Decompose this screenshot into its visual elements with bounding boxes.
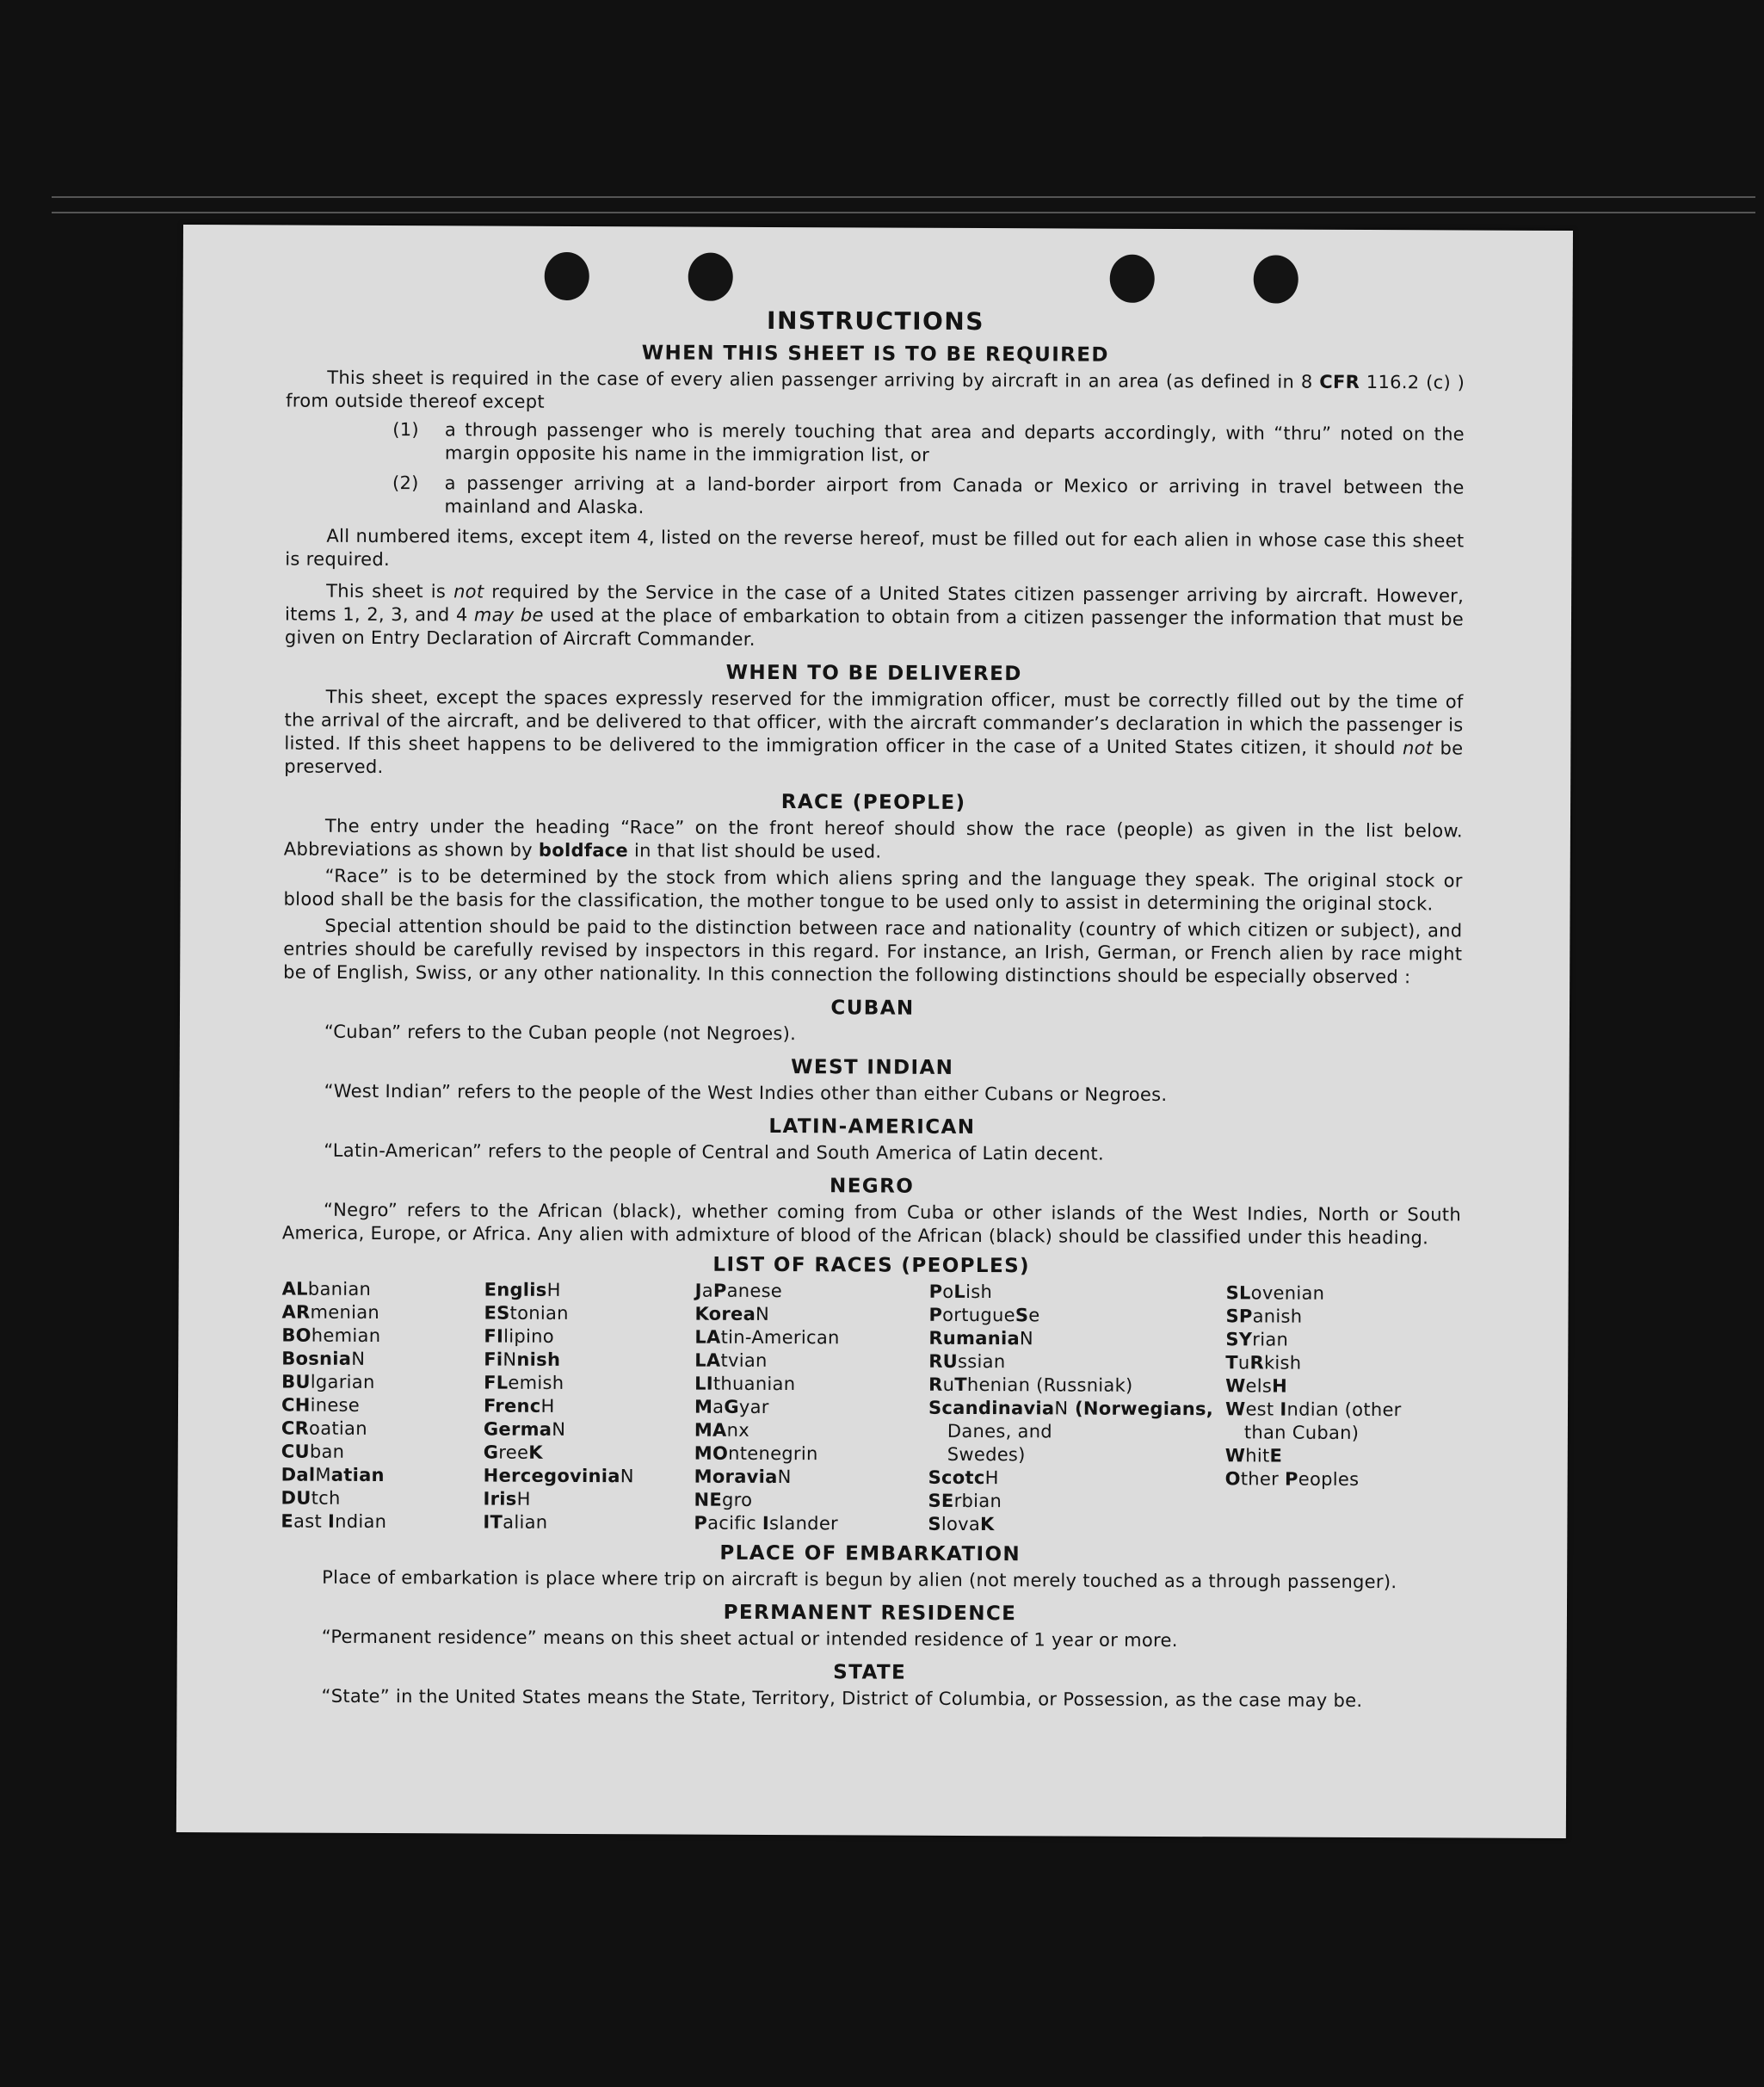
exception-item-1 (286, 418, 1465, 470)
races-list (281, 1278, 1460, 1539)
paragraph-cuban: “Cuban” refers to the Cuban people (not Negroes). (324, 1021, 797, 1045)
race-entry: LAtin-American (694, 1326, 840, 1349)
race-entry: ALbanian (281, 1278, 372, 1300)
paragraph-required-intro: This sheet is required in the case of every alien passenger arriving by aircraft in an area (as defined in 8 CFR 116.2 (c) ) from outside thereof except (286, 367, 1465, 412)
race-entry: MoraviaN (694, 1466, 792, 1488)
race-entry: SPanish (1225, 1306, 1303, 1327)
race-entry: BUlgarian (281, 1371, 375, 1392)
race-entry: SlovaK (928, 1513, 995, 1535)
binder-hole (688, 253, 733, 301)
race-entry: Danes, and (947, 1420, 1053, 1442)
binder-hole (1254, 255, 1298, 303)
race-entry: ScandinaviaN (Norwegians, (928, 1397, 1214, 1420)
race-entry: MaGyar (694, 1396, 769, 1417)
paragraph-race-stock: “Race” is to be determined by the stock from which aliens spring and the language they speak. The original stock or blood shall be the basis for the classification, the mother tongue to be used only to assist in determining the original stock. (283, 865, 1463, 915)
race-entry: RumaniaN (928, 1327, 1034, 1349)
section-heading-state: STATE (833, 1661, 907, 1684)
page-title: INSTRUCTIONS (766, 306, 985, 337)
binder-hole (1110, 255, 1155, 303)
race-entry: MOntenegrin (694, 1442, 818, 1465)
race-entry: ARmenian (281, 1301, 380, 1324)
race-entry: Swedes) (947, 1443, 1026, 1466)
paragraph-negro: “Negro” refers to the African (black), whether coming from Cuba or other islands of the West Indies, North or South America, Europe, or Africa. Any alien with admixture of blood of the African (black) should be classified under this heading. (281, 1199, 1462, 1249)
race-entry: Other Peoples (1224, 1468, 1360, 1490)
race-entry: FIlipino (484, 1325, 554, 1347)
race-entry: HercegoviniaN (483, 1465, 634, 1487)
section-heading-delivered: WHEN TO BE DELIVERED (725, 661, 1022, 686)
section-heading-west-indian: WEST INDIAN (791, 1056, 954, 1079)
binder-hole (545, 252, 589, 300)
race-entry: EStonian (484, 1302, 569, 1324)
paragraph-delivered: This sheet, except the spaces expressly reserved for the immigration officer, must be correctly filled out by the time of the arrival of the aircraft, and be delivered to that officer, with the aircraft commander’s declaration in which the passenger is listed. If this sheet happens to be delivered to the immigration officer in the case of a United States citizen, it should not be preserved. (284, 686, 1464, 778)
race-entry: ScotcH (928, 1466, 999, 1489)
section-heading-races-list: LIST OF RACES (PEOPLES) (712, 1253, 1031, 1278)
exception-number: (2) (392, 472, 419, 494)
race-entry: CHinese (281, 1394, 361, 1416)
race-entry: MAnx (694, 1419, 750, 1441)
section-heading-race: RACE (PEOPLE) (780, 791, 966, 814)
race-entry: DalMatian (281, 1464, 385, 1486)
paragraph-embarkation: Place of embarkation is place where trip on aircraft is begun by alien (not merely touched as a through passenger). (322, 1566, 1397, 1593)
race-entry: BOhemian (281, 1324, 381, 1347)
paragraph-latin-american: “Latin-American” refers to the people of Central and South America of Latin decent. (324, 1139, 1105, 1164)
races-column-3 (694, 1280, 928, 1536)
race-entry: WhitE (1224, 1445, 1283, 1466)
race-entry: FrencH (483, 1395, 555, 1417)
instruction-sheet (176, 225, 1573, 1838)
race-entry: Pacific Islander (694, 1512, 839, 1534)
race-entry: WelsH (1225, 1375, 1288, 1397)
races-column-1 (281, 1278, 484, 1534)
paragraph-state: “State” in the United States means the State, Territory, District of Columbia, or Possession, as the case may be. (321, 1685, 1363, 1711)
exception-text: a through passenger who is merely touching that area and departs accordingly, with “thru” noted on the margin opposite his name in the immigration list, or (444, 419, 1465, 466)
race-entry: BosniaN (281, 1348, 366, 1369)
scan-edge-line (52, 212, 1755, 213)
race-entry: than Cuban) (1243, 1422, 1360, 1443)
races-column-5 (1224, 1281, 1423, 1538)
paragraph-west-indian: “West Indian” refers to the people of the West Indies other than either Cubans or Negroes. (324, 1080, 1168, 1105)
paragraph-race-nationality: Special attention should be paid to the distinction between race and nationality (country of which citizen or subject), and entries should be carefully revised by inspectors in this regard. For instance, an Irish, German, or French alien by race might be of English, Swiss, or any other nationality. In this connection the following distinctions should be especially observed : (283, 915, 1463, 988)
paragraph-residence: “Permanent residence” means on this sheet actual or intended residence of 1 year or more. (321, 1626, 1178, 1652)
scan-edge-line (52, 196, 1755, 198)
race-entry: KoreaN (694, 1303, 770, 1324)
race-entry: IrisH (483, 1488, 531, 1510)
section-heading-latin-american: LATIN-AMERICAN (768, 1115, 976, 1139)
race-entry: FLemish (484, 1372, 564, 1393)
section-heading-negro: NEGRO (830, 1175, 915, 1198)
race-entry: CRoatian (281, 1417, 367, 1439)
race-entry: West Indian (other (1224, 1399, 1402, 1421)
race-entry: RuThenian (Russniak) (928, 1374, 1133, 1396)
race-entry: NEgro (694, 1489, 753, 1510)
race-entry: TuRkish (1225, 1352, 1302, 1374)
race-entry: DUtch (281, 1487, 341, 1509)
race-entry: CUban (281, 1441, 345, 1462)
section-heading-embarkation: PLACE OF EMBARKATION (719, 1541, 1021, 1566)
race-entry: SLovenian (1225, 1282, 1325, 1304)
sheet-content (280, 307, 1465, 1722)
paragraph-race-entry: The entry under the heading “Race” on the front hereof should show the race (people) as given in the list below. Abbreviations as shown by boldface in that list should be used. (283, 815, 1463, 862)
exception-item-2 (286, 472, 1465, 523)
race-entry: East Indian (281, 1510, 387, 1533)
race-entry: JaPanese (694, 1280, 783, 1302)
race-entry: SYrian (1225, 1329, 1289, 1350)
section-heading-cuban: CUBAN (830, 997, 915, 1020)
section-heading-residence: PERMANENT RESIDENCE (723, 1601, 1017, 1626)
race-entry: PoLish (928, 1281, 993, 1303)
race-entry: LAtvian (694, 1349, 768, 1371)
paragraph-citizen: This sheet is not required by the Service in the case of a United States citizen passenger arriving by aircraft. However, items 1, 2, 3, and 4 may be used at the place of embarkation to obtain from a citizen passenger the information that must be given on Entry Declaration of Aircraft Commander. (284, 580, 1465, 650)
race-entry: SErbian (928, 1490, 1002, 1512)
exception-number: (1) (392, 419, 420, 441)
race-entry: RUssian (928, 1350, 1006, 1373)
race-entry: FiNnish (484, 1349, 561, 1370)
races-column-2 (483, 1279, 694, 1535)
section-heading-required: WHEN THIS SHEET IS TO BE REQUIRED (641, 342, 1109, 367)
races-column-4 (928, 1281, 1225, 1538)
race-entry: GreeK (483, 1442, 543, 1463)
race-entry: PortugueSe (928, 1304, 1040, 1326)
race-entry: GermaN (483, 1418, 566, 1440)
race-entry: ITalian (483, 1511, 548, 1533)
race-entry: EnglisH (484, 1279, 561, 1300)
paragraph-numbered-items: All numbered items, except item 4, listed on the reverse hereof, must be filled out for each alien in whose case this sheet is required. (285, 525, 1465, 571)
exception-text: a passenger arriving at a land-border airport from Canada or Mexico or arriving in travel between the mainland and Alaska. (444, 472, 1465, 518)
race-entry: LIthuanian (694, 1373, 796, 1395)
